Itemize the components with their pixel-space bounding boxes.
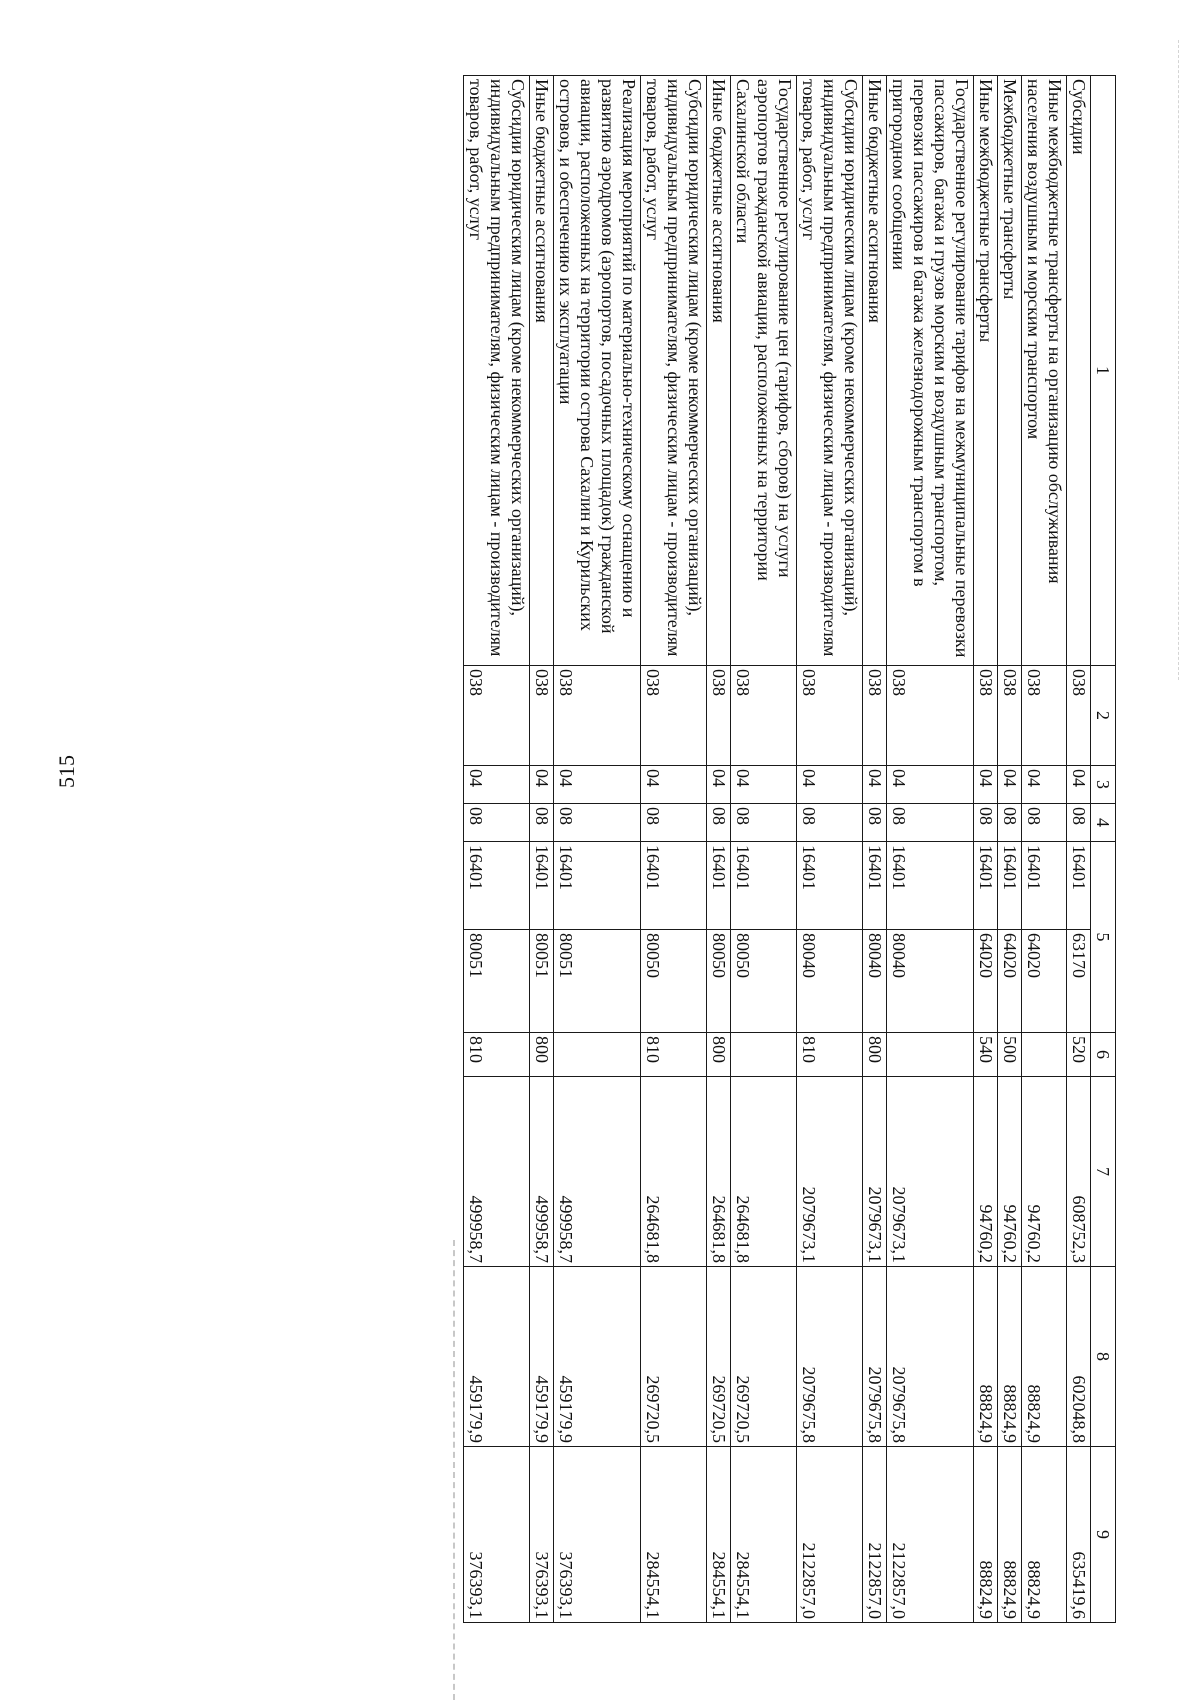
table-row [887,76,974,1623]
cell-program-code: 16401 [530,842,554,930]
table-row [1022,76,1067,1623]
table-row [554,76,641,1623]
cell-amount-year2: 2079675,8 [887,1267,974,1447]
row-name: Иные бюджетные ассигнования [707,76,731,666]
cell-grbs: 038 [554,666,641,766]
budget-table [463,75,1116,1623]
cell-section: 04 [797,766,863,804]
cell-amount-year2: 459179,9 [464,1267,530,1447]
cell-expense-type: 540 [974,1033,998,1077]
row-name: Субсидии юридическим лицам (кроме некоммерческих организаций), индивидуальным предпринимателям, физическим лицам - производителям товаров, работ, услуг [641,76,707,666]
row-name: Иные бюджетные ассигнования [863,76,887,666]
row-name: Иные межбюджетные трансферты [974,76,998,666]
cell-subsection: 08 [707,804,731,842]
cell-direction-code: 80050 [707,930,731,1033]
header-cell: 8 [1091,1267,1116,1447]
cell-grbs: 038 [707,666,731,766]
cell-subsection: 08 [1022,804,1067,842]
cell-section: 04 [998,766,1022,804]
cell-amount-year1: 264681,8 [641,1077,707,1267]
cell-grbs: 038 [863,666,887,766]
row-name: Субсидии юридическим лицам (кроме некоммерческих организаций), индивидуальным предпринимателям, физическим лицам - производителям товаров, работ, услуг [797,76,863,666]
table-row [1067,76,1091,1623]
table-row [707,76,731,1623]
cell-amount-year2: 2079675,8 [797,1267,863,1447]
cell-grbs: 038 [1067,666,1091,766]
cell-program-code: 16401 [863,842,887,930]
cell-amount-year3: 2122857,0 [863,1447,887,1623]
scan-artifact-line-right [1178,40,1179,680]
header-cell: 3 [1091,766,1116,804]
table-row [998,76,1022,1623]
cell-amount-year1: 499958,7 [464,1077,530,1267]
header-cell: 6 [1091,1033,1116,1077]
cell-amount-year3: 88824,9 [1022,1447,1067,1623]
cell-amount-year1: 94760,2 [998,1077,1022,1267]
cell-amount-year3: 2122857,0 [887,1447,974,1623]
cell-grbs: 038 [998,666,1022,766]
cell-amount-year2: 602048,8 [1067,1267,1091,1447]
cell-amount-year1: 94760,2 [974,1077,998,1267]
cell-section: 04 [887,766,974,804]
table-row [731,76,797,1623]
header-cell: 2 [1091,666,1116,766]
cell-section: 04 [464,766,530,804]
cell-amount-year3: 376393,1 [530,1447,554,1623]
cell-amount-year1: 499958,7 [554,1077,641,1267]
header-cell: 4 [1091,804,1116,842]
cell-expense-type: 520 [1067,1033,1091,1077]
table-row [974,76,998,1623]
table-row [530,76,554,1623]
cell-amount-year1: 2079673,1 [887,1077,974,1267]
cell-grbs: 038 [641,666,707,766]
cell-program-code: 16401 [1022,842,1067,930]
cell-amount-year3: 88824,9 [998,1447,1022,1623]
cell-direction-code: 80051 [554,930,641,1033]
cell-section: 04 [530,766,554,804]
cell-direction-code: 80040 [863,930,887,1033]
cell-direction-code: 80040 [797,930,863,1033]
page-number: 515 [54,755,79,788]
cell-section: 04 [707,766,731,804]
cell-amount-year3: 284554,1 [731,1447,797,1623]
cell-expense-type [554,1033,641,1077]
cell-subsection: 08 [641,804,707,842]
cell-subsection: 08 [974,804,998,842]
cell-expense-type: 810 [641,1033,707,1077]
row-name: Иные бюджетные ассигнования [530,76,554,666]
row-name: Государственное регулирование тарифов на межмуниципальные перевозки пассажиров, багажа и грузов морским и воздушным транспортом, перевозки пассажиров и багажа железнодорожным транспортом в пригородном сообщении [887,76,974,666]
cell-subsection: 08 [554,804,641,842]
cell-subsection: 08 [731,804,797,842]
cell-program-code: 16401 [554,842,641,930]
cell-amount-year1: 94760,2 [1022,1077,1067,1267]
cell-amount-year2: 2079675,8 [863,1267,887,1447]
cell-grbs: 038 [887,666,974,766]
table-row [641,76,707,1623]
cell-section: 04 [554,766,641,804]
row-name: Иные межбюджетные трансферты на организацию обслуживания населения воздушным и морским транспортом [1022,76,1067,666]
cell-direction-code: 64020 [1022,930,1067,1033]
cell-expense-type: 800 [530,1033,554,1077]
rotated-table-wrapper [463,75,1116,1622]
cell-amount-year2: 269720,5 [641,1267,707,1447]
cell-amount-year2: 88824,9 [998,1267,1022,1447]
cell-amount-year2: 269720,5 [707,1267,731,1447]
cell-direction-code: 80051 [530,930,554,1033]
cell-program-code: 16401 [974,842,998,930]
cell-grbs: 038 [1022,666,1067,766]
cell-grbs: 038 [974,666,998,766]
cell-amount-year3: 284554,1 [707,1447,731,1623]
cell-amount-year2: 269720,5 [731,1267,797,1447]
cell-amount-year1: 264681,8 [731,1077,797,1267]
cell-subsection: 08 [464,804,530,842]
table-row [797,76,863,1623]
table-row [464,76,530,1623]
cell-program-code: 16401 [887,842,974,930]
cell-amount-year3: 284554,1 [641,1447,707,1623]
cell-amount-year2: 459179,9 [554,1267,641,1447]
cell-section: 04 [1067,766,1091,804]
cell-section: 04 [974,766,998,804]
cell-amount-year2: 88824,9 [1022,1267,1067,1447]
cell-subsection: 08 [797,804,863,842]
cell-amount-year1: 608752,3 [1067,1077,1091,1267]
cell-direction-code: 80050 [731,930,797,1033]
cell-program-code: 16401 [797,842,863,930]
header-cell: 1 [1091,76,1116,666]
row-name: Межбюджетные трансферты [998,76,1022,666]
cell-grbs: 038 [530,666,554,766]
cell-section: 04 [863,766,887,804]
row-name: Субсидии [1067,76,1091,666]
row-name: Реализация мероприятий по материально-техническому оснащению и развитию аэродромов (аэропортов, посадочных площадок) гражданской авиации, расположенных на территории острова Сахалин и Курильских островов, и обеспечению их эксплуатации [554,76,641,666]
cell-amount-year2: 88824,9 [974,1267,998,1447]
cell-subsection: 08 [998,804,1022,842]
cell-grbs: 038 [731,666,797,766]
cell-expense-type: 800 [707,1033,731,1077]
cell-subsection: 08 [887,804,974,842]
cell-direction-code: 64020 [974,930,998,1033]
cell-expense-type: 810 [797,1033,863,1077]
cell-program-code: 16401 [707,842,731,930]
cell-direction-code: 80050 [641,930,707,1033]
cell-section: 04 [641,766,707,804]
cell-direction-code: 64020 [998,930,1022,1033]
cell-amount-year1: 499958,7 [530,1077,554,1267]
cell-subsection: 08 [1067,804,1091,842]
cell-amount-year3: 376393,1 [554,1447,641,1623]
cell-direction-code: 80051 [464,930,530,1033]
cell-direction-code: 63170 [1067,930,1091,1033]
cell-expense-type [1022,1033,1067,1077]
cell-amount-year3: 88824,9 [974,1447,998,1623]
cell-program-code: 16401 [464,842,530,930]
cell-subsection: 08 [530,804,554,842]
cell-section: 04 [731,766,797,804]
header-cell: 9 [1091,1447,1116,1623]
cell-program-code: 16401 [731,842,797,930]
cell-expense-type: 500 [998,1033,1022,1077]
header-cell: 7 [1091,1077,1116,1267]
row-name: Субсидии юридическим лицам (кроме некоммерческих организаций), индивидуальным предпринимателям, физическим лицам - производителям товаров, работ, услуг [464,76,530,666]
table-row [863,76,887,1623]
cell-program-code: 16401 [641,842,707,930]
cell-direction-code: 80040 [887,930,974,1033]
row-name: Государственное регулирование цен (тарифов, сборов) на услуги аэропортов гражданской авиации, расположенных на территории Сахалинской области [731,76,797,666]
cell-grbs: 038 [464,666,530,766]
cell-expense-type [731,1033,797,1077]
cell-expense-type: 810 [464,1033,530,1077]
cell-amount-year1: 2079673,1 [863,1077,887,1267]
scan-artifact-line [453,1240,455,1700]
cell-amount-year1: 264681,8 [707,1077,731,1267]
cell-section: 04 [1022,766,1067,804]
cell-program-code: 16401 [1067,842,1091,930]
cell-amount-year3: 376393,1 [464,1447,530,1623]
cell-amount-year2: 459179,9 [530,1267,554,1447]
header-row [1091,76,1116,1623]
cell-amount-year3: 635419,6 [1067,1447,1091,1623]
cell-amount-year3: 2122857,0 [797,1447,863,1623]
cell-subsection: 08 [863,804,887,842]
cell-grbs: 038 [797,666,863,766]
cell-expense-type: 800 [863,1033,887,1077]
header-cell: 5 [1091,842,1116,1033]
cell-expense-type [887,1033,974,1077]
cell-amount-year1: 2079673,1 [797,1077,863,1267]
cell-program-code: 16401 [998,842,1022,930]
